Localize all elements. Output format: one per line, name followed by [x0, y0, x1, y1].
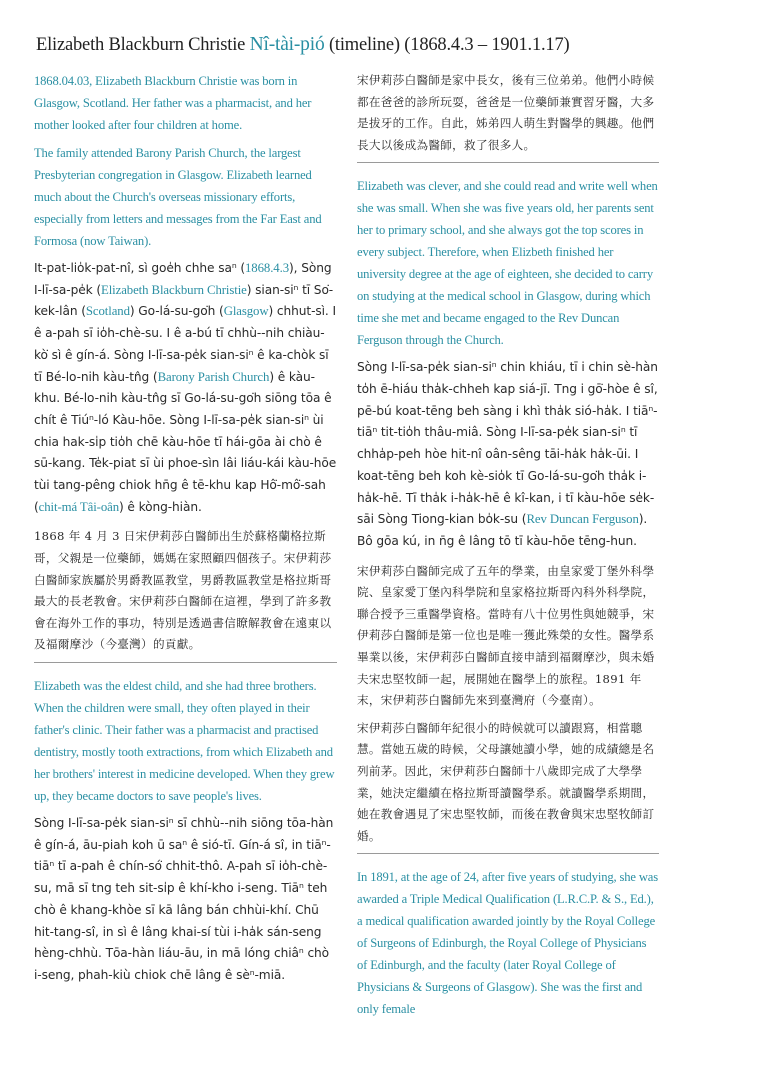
- poj-text: ) Go-lá-su-go͘h (: [129, 304, 224, 319]
- poj-highlight: 1868.4.3: [245, 261, 289, 275]
- left-column: [34, 70, 337, 995]
- chinese-paragraph-birth: 1868 年 4 月 3 日宋伊莉莎白醫師出生於蘇格蘭格拉斯哥，父親是一位藥師，媽媽在家照顧四個孩子。宋伊莉莎白醫師家族屬於男爵教區教堂，男爵教區教堂是格拉斯哥最大的長老教會。宋伊莉莎白醫師在這裡，學到了許多教會在海外工作的事功，特別是透過書信瞭解教會在遠東以及福爾摩沙（今臺灣）的貢獻。: [34, 529, 332, 652]
- poj-text: ) chhut-sì. I ê a-pah sī io̍h-chè-su. I ê a-bú tī chhù--nih chiàu-kò͘ sì ê gín-á. Sòng I-lī-sa-pe̍k sian-siⁿ ê ka-chòk sī tī Bé-lo-nih kàu-tn̂g (: [34, 304, 336, 384]
- poj-text: ) ê kòng-hiàn.: [119, 499, 202, 514]
- english-paragraph-church: The family attended Barony Parish Church, the largest Presbyterian congregation in Glasgow. Elizabeth learned much about the Church's overseas missionary efforts, especially from letters and messages from the Far East and Formosa (now Taiwan).: [34, 146, 322, 248]
- title-suffix: (timeline) (1868.4.3 – 1901.1.17): [328, 35, 570, 55]
- title-taiwanese-name: Nî-tài-pió: [249, 34, 325, 55]
- poj-highlight: Elizabeth Blackburn Christie: [101, 282, 247, 297]
- poj-text: It-pat-lio̍k-pat-nî, sì goe̍h chhe saⁿ (: [34, 261, 245, 275]
- page-title: [36, 34, 736, 56]
- poj-highlight: Rev Duncan Ferguson: [526, 512, 639, 527]
- poj-text: ), Sòng I-lī-sa-pe̍k (: [34, 261, 332, 297]
- poj-highlight: Scotland: [85, 304, 130, 319]
- poj-text: ) ê kàu-khu. Bé-lo-nih kàu-tn̂g sī Go-lá-su-go͘h siōng tōa ê chít ê Tiúⁿ-ló Kàu-hōe. Sòng I-lī-sa-pe̍k sian-siⁿ ùi chia hak-si̍p tio̍h chē kàu-hōe tī hái-gōa ài chò ê sū-kang. Te̍k-piat sī ùi phoe-sìn lâi liáu-kái kàu-hōe tùi tang-pêng chiok hn̄g ê tē-khu kap Hô͘-mô͘-sah (: [34, 369, 337, 514]
- chinese-paragraph-education: 宋伊莉莎白醫師年紀很小的時候就可以讀跟寫，相當聰慧。當她五歲的時候，父母讓她讀小學，她的成績總是名列前茅。因此，宋伊莉莎白醫師十八歲即完成了大學學業，她決定繼續在格拉斯哥讀醫學系。就讀醫學系期間，她在教會遇見了宋忠堅牧師，而後在教會與宋忠堅牧師訂婚。: [357, 720, 655, 843]
- poj-text: ) sian-siⁿ tī So͘-kek-lân (: [34, 282, 334, 319]
- poj-highlight: Glasgow: [223, 304, 269, 319]
- poj-highlight: Barony Parish Church: [157, 369, 270, 384]
- title-name: Elizabeth Blackburn Christie: [36, 35, 246, 55]
- chinese-paragraph-childhood: 宋伊莉莎白醫師是家中長女，後有三位弟弟。他們小時候都在爸爸的診所玩耍，爸爸是一位藥師兼實習牙醫，大多是拔牙的工作。自此，姊弟四人萌生對醫學的興趣。他們長大以後成為醫師，救了很多人。: [357, 73, 655, 152]
- english-paragraph-education: Elizabeth was clever, and she could read and write well when she was small. When she was five years old, her parents sent her to primary school, and she always got the top scores in every subject. Therefore, when Elizbeth finished her university degree at the age of eighteen, she decided to carry on studying at the medical school in Glasgow, during which time she met and became engaged to the Rev Duncan Ferguson through the Church.: [357, 179, 658, 348]
- english-paragraph-birth: 1868.04.03, Elizabeth Blackburn Christie was born in Glasgow, Scotland. Her father was a pharmacist, and her mother looked after four children at home.: [34, 74, 312, 132]
- section-divider: [357, 162, 659, 163]
- chinese-paragraph-qualification: 宋伊莉莎白醫師完成了五年的學業，由皇家愛丁堡外科學院、皇家愛丁堡內科學院和皇家格拉斯哥內科外科學院，聯合授予三重醫學資格。當時有八十位男性與她競爭，宋伊莉莎白醫師是第一位也是唯一獲此殊榮的女性。醫學系畢業以後，宋伊莉莎白醫師直接申請到福爾摩沙，與未婚夫宋忠堅牧師一起，展開她在醫學上的旅程。1891 年末，宋伊莉莎白醫師先來到臺灣府（今臺南）。: [357, 563, 655, 708]
- poj-paragraph-childhood: Sòng I-lī-sa-pe̍k sian-siⁿ sī chhù--nih siōng tōa-hàn ê gín-á, āu-piah koh ū saⁿ ê sió-tī. Gín-á sî, in tiāⁿ-tiāⁿ tī a-pah ê chín-só͘ chhit-thô. A-pah sī io̍h-chè-su, mā sī tng teh sit-si̍p ê khí-kho i-seng. Tiāⁿ teh chò ê khang-khòe sī kā lâng bán chhùi-khí. Chū hit-tang-sî, in sì ê lâng khai-sí tùi i-ha̍k sán-seng hèng-chhù. Tōa-hàn liáu-āu, in mā lóng chiâⁿ chò i-seng, phah-kiù chiok chē lâng ê sèⁿ-miā.: [34, 816, 334, 982]
- poj-highlight: chit-má Tâi-oân: [38, 499, 119, 514]
- poj-text: Sòng I-lī-sa-pe̍k sian-siⁿ chin khiáu, tī i chin sè-hàn to̍h ē-hiáu tha̍k-chheh kap siá-jī. Tng i gō͘-hòe ê sî, pē-bú koat-tēng beh sàng i khì tha̍k sió-ha̍k. I tiāⁿ-tiāⁿ tit-tio̍h thâu-miâ. Sòng I-lī-sa-pe̍k sian-siⁿ tī chha̍p-peh hòe hit-nî oân-sêng tāi-ha̍k ha̍k-ūi. I koat-tēng beh koh kè-sio̍k tī Go-lá-su-go͘h tha̍k i-ha̍k-hē. Tī tha̍k i-ha̍k-hē ê kî-kan, i tī kàu-hōe se̍k-sāi Sòng Tiong-kian bo̍k-su (: [357, 360, 658, 527]
- poj-text: ). Bô gōa kú, in n̄g ê lâng tō tī kàu-hōe tēng-hun.: [357, 512, 648, 548]
- section-divider: [34, 662, 337, 663]
- section-divider: [357, 853, 659, 854]
- right-column: [357, 70, 659, 1026]
- poj-paragraph-education: [357, 357, 659, 552]
- poj-paragraph-birth: [34, 258, 337, 518]
- english-paragraph-childhood: Elizabeth was the eldest child, and she had three brothers. When the children were small, they often played in their father's clinic. Their father was a pharmacist and practised dentistry, mostly tooth extractions, from which Elizabeth and her brothers' interest in medicine developed. When they grew up, they became doctors to save people's lives.: [34, 679, 335, 803]
- english-paragraph-qualification: In 1891, at the age of 24, after five years of studying, she was awarded a Triple Medical Qualification (L.R.C.P. & S., Ed.), a medical qualification awarded jointly by the Royal College of Surgeons of Edinburgh, the Royal College of Physicians of Edinburgh, and the faculty (later Royal College of Physicians & Surgeons of Glasgow). She was the first and only female: [357, 870, 658, 1017]
